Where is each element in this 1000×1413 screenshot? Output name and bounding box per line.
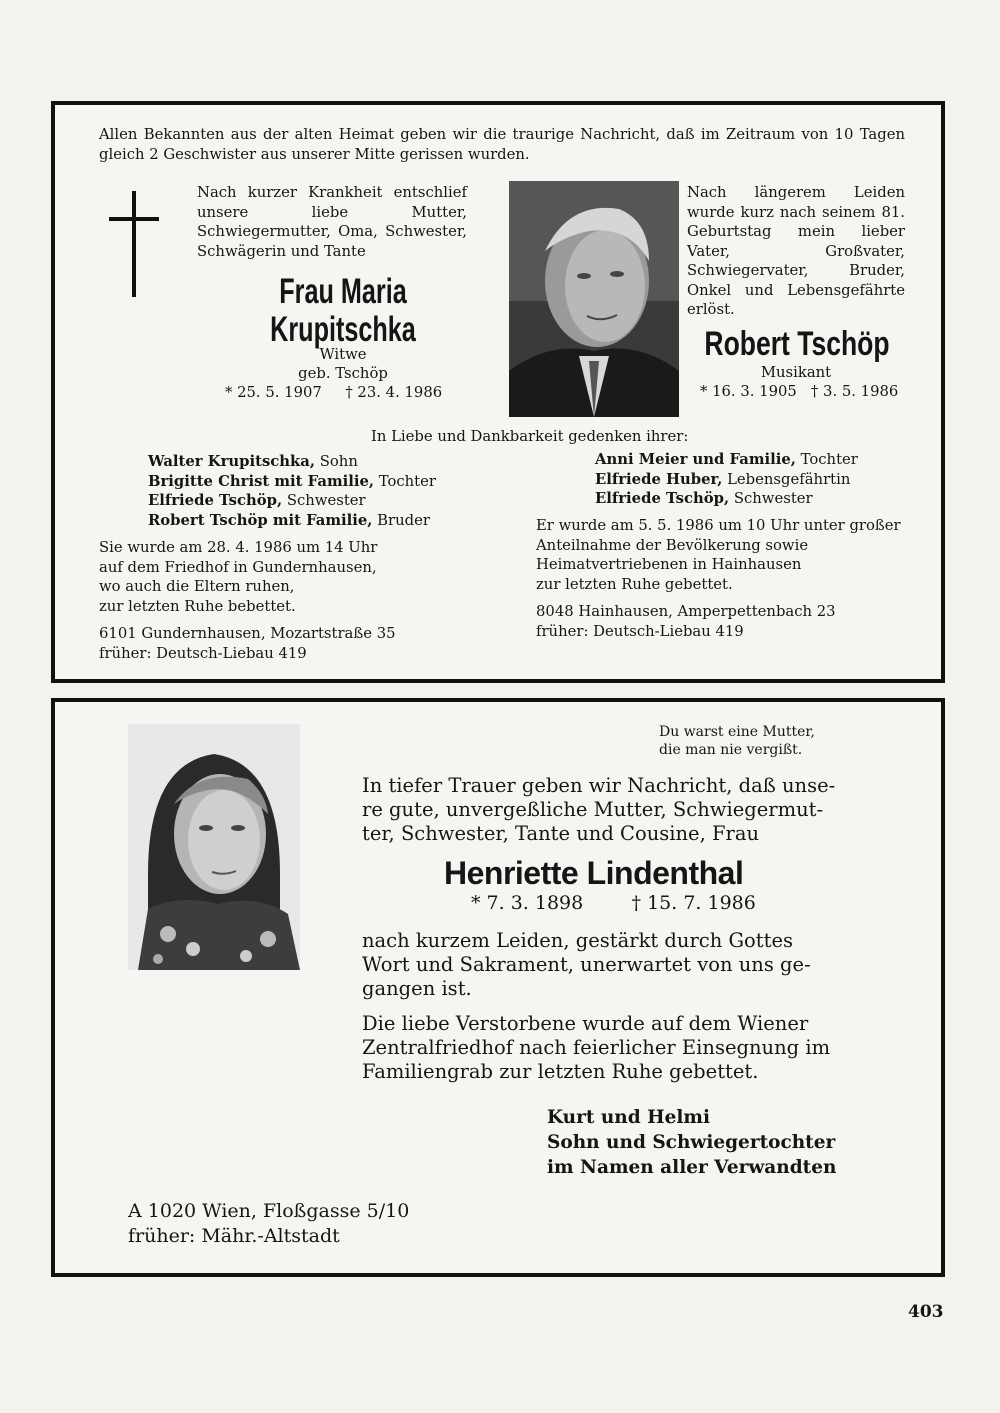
left-address: 6101 Gundernhausen, Mozartstraße 35 früher: Deutsch-Liebau 419 xyxy=(99,625,396,662)
intro-text: Allen Bekannten aus der alten Heimat geben wir die traurige Nachricht, daß im Zeitraum von 10 Tagen gleich 2 Geschwister aus unserer Mitte gerissen wurden. xyxy=(99,126,905,163)
announcement-intro: In tiefer Trauer geben wir Nachricht, daß unse- re gute, unvergeßliche Mutter, Schwiegermut- ter, Schwester, Tante und Cousine, Frau xyxy=(362,774,836,845)
left-burial-text: Sie wurde am 28. 4. 1986 um 14 Uhr auf dem Friedhof in Gundernhausen, wo auch die Eltern ruhen, zur letzten Ruhe bebettet. xyxy=(99,539,378,615)
right-announcement-text: Nach längerem Leiden wurde kurz nach seinem 81. Geburtstag mein lieber Vater, Großvater, Schwiegervater, Bruder, Onkel und Lebensgefährte erlöst. xyxy=(687,184,905,318)
right-life-dates: * 16. 3. 1905 † 3. 5. 1986 xyxy=(700,383,899,400)
deceased-name-maria-line1: Frau Maria xyxy=(279,272,407,311)
mourner-entry: Anni Meier und Familie, Tochter xyxy=(595,451,858,468)
mourner-entry: Elfriede Tschöp, Schwester xyxy=(148,492,366,509)
mourner-entry: Walter Krupitschka, Sohn xyxy=(148,453,358,470)
left-life-dates: * 25. 5. 1907 † 23. 4. 1986 xyxy=(225,384,443,401)
left-maiden-name: geb. Tschöp xyxy=(298,365,388,382)
left-announcement-text: Nach kurzer Krankheit entschlief unsere liebe Mutter, Schwiegermutter, Oma, Schwester, Schwägerin und Tante xyxy=(197,184,467,260)
shared-remembrance-line: In Liebe und Dankbarkeit gedenken ihrer: xyxy=(371,428,689,445)
portrait-photo-henriette xyxy=(128,724,300,970)
henriette-address: A 1020 Wien, Floßgasse 5/10 früher: Mähr.-Altstadt xyxy=(128,1200,410,1247)
portrait-photo-robert xyxy=(509,181,679,417)
right-mourners-list xyxy=(595,450,858,509)
right-burial-text: Er wurde am 5. 5. 1986 um 10 Uhr unter großer Anteilnahme der Bevölkerung sowie Heimatvertriebenen in Hainhausen zur letzten Ruhe gebettet. xyxy=(536,517,901,593)
mourner-entry: Brigitte Christ mit Familie, Tochter xyxy=(148,472,436,490)
obituary-notice-tschoep-siblings xyxy=(51,101,945,683)
signature-block: Kurt und Helmi Sohn und Schwiegertochter im Namen aller Verwandten xyxy=(547,1107,837,1178)
mourner-entry: Elfriede Tschöp, Schwester xyxy=(595,490,813,507)
henriette-life-dates: * 7. 3. 1898 † 15. 7. 1986 xyxy=(471,892,756,914)
left-role-widow: Witwe xyxy=(319,346,367,363)
deceased-name-maria-line2: Krupitschka xyxy=(270,310,416,349)
deceased-name-henriette: Henriette Lindenthal xyxy=(444,855,744,891)
portrait-man-image xyxy=(509,181,679,417)
death-description: nach kurzem Leiden, gestärkt durch Gottes Wort und Sakrament, unerwartet von uns ge- gangen ist. xyxy=(362,929,811,1000)
burial-description: Die liebe Verstorbene wurde auf dem Wiener Zentralfriedhof nach feierlicher Einsegnung im Familiengrab zur letzten Ruhe gebettet. xyxy=(362,1012,831,1083)
right-address: 8048 Hainhausen, Amperpettenbach 23 früher: Deutsch-Liebau 419 xyxy=(536,603,836,640)
cross-icon xyxy=(109,191,161,297)
obituary-notice-lindenthal xyxy=(51,698,945,1277)
left-mourners-list xyxy=(148,452,436,530)
mourner-entry: Elfriede Huber, Lebensgefährtin xyxy=(595,470,851,488)
deceased-name-robert: Robert Tschöp xyxy=(704,325,890,363)
right-role-musician: Musikant xyxy=(760,364,832,381)
portrait-woman-image xyxy=(128,724,300,970)
motto-quote: Du warst eine Mutter, die man nie vergißt. xyxy=(659,724,815,758)
mourner-entry: Robert Tschöp mit Familie, Bruder xyxy=(148,511,430,529)
page-number: 403 xyxy=(908,1302,944,1322)
